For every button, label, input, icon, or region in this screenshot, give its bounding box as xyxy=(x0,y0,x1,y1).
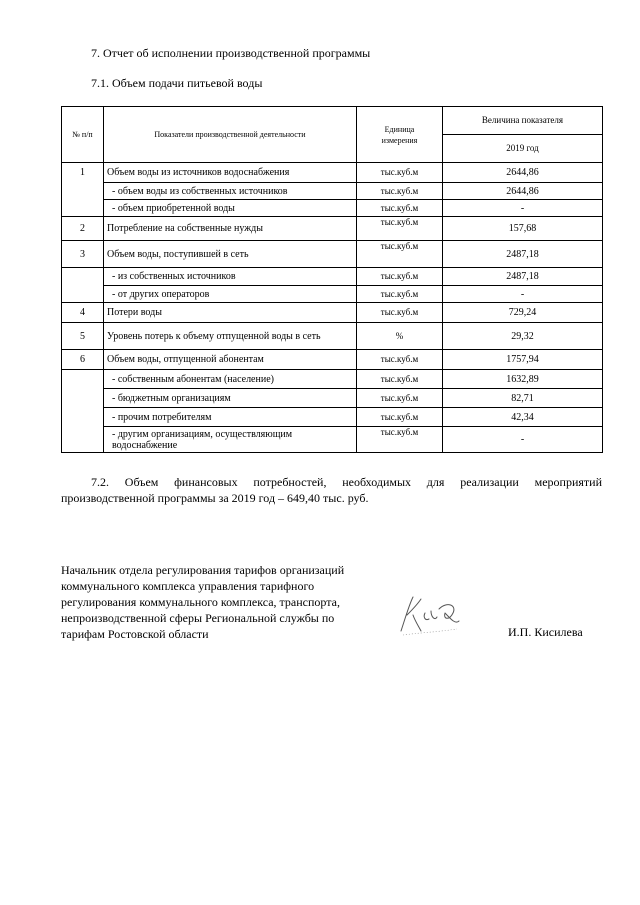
row-unit: тыс.куб.м xyxy=(357,370,443,389)
row-num: 3 xyxy=(62,241,104,268)
signatory-position xyxy=(61,562,381,642)
row-value: 2487,18 xyxy=(443,241,603,268)
table-row xyxy=(62,350,603,370)
row-name: - собственным абонентам (население) xyxy=(104,370,357,389)
row-value: 2644,86 xyxy=(443,163,603,183)
header-num: № п/п xyxy=(62,107,104,163)
row-num: 5 xyxy=(62,323,104,350)
row-unit: тыс.куб.м xyxy=(357,350,443,370)
header-unit xyxy=(357,107,443,163)
row-unit: тыс.куб.м xyxy=(357,389,443,408)
row-name: Объем воды из источников водоснабжения xyxy=(104,163,357,183)
table-row xyxy=(62,163,603,183)
row-num: 6 xyxy=(62,350,104,370)
row-unit: тыс.куб.м xyxy=(357,241,443,268)
section-heading: 7. Отчет об исполнении производственной программы xyxy=(91,46,371,60)
row-name: Потери воды xyxy=(104,303,357,323)
row-name: Потребление на собственные нужды xyxy=(104,217,357,241)
row-value: - xyxy=(443,286,603,303)
row-value: 29,32 xyxy=(443,323,603,350)
row-unit: тыс.куб.м xyxy=(357,200,443,217)
row-num-empty xyxy=(62,370,104,453)
row-name: - из собственных источников xyxy=(104,268,357,286)
row-value: - xyxy=(443,427,603,453)
row-value: - xyxy=(443,200,603,217)
row-unit: тыс.куб.м xyxy=(357,408,443,427)
row-value: 42,34 xyxy=(443,408,603,427)
production-program-table xyxy=(61,106,603,453)
row-unit: тыс.куб.м xyxy=(357,163,443,183)
row-name: Уровень потерь к объему отпущенной воды в сеть xyxy=(104,323,357,350)
row-unit: тыс.куб.м xyxy=(357,427,443,453)
row-name: - другим организациям, осуществляющим водоснабжение xyxy=(104,427,357,453)
row-name: - от других операторов xyxy=(104,286,357,303)
row-value: 82,71 xyxy=(443,389,603,408)
signatory-line5: тарифам Ростовской области xyxy=(61,627,209,641)
row-value: 1632,89 xyxy=(443,370,603,389)
paragraph-line2: производственной программы за 2019 год – 649,40 тыс. руб. xyxy=(61,491,369,505)
signatory-line2: коммунального комплекса управления тарифного xyxy=(61,579,315,593)
table-row xyxy=(62,241,603,268)
row-value: 2644,86 xyxy=(443,183,603,200)
signer-name: И.П. Кисилева xyxy=(508,625,583,639)
row-unit: % xyxy=(357,323,443,350)
table-row xyxy=(62,303,603,323)
row-num-empty xyxy=(62,268,104,303)
row-name: Объем воды, поступившей в сеть xyxy=(104,241,357,268)
row-value: 1757,94 xyxy=(443,350,603,370)
row-name: - прочим потребителям xyxy=(104,408,357,427)
table-row xyxy=(62,389,603,408)
row-num: 4 xyxy=(62,303,104,323)
row-unit: тыс.куб.м xyxy=(357,183,443,200)
subsection-heading: 7.1. Объем подачи питьевой воды xyxy=(91,76,263,90)
row-value: 157,68 xyxy=(443,217,603,241)
table-row xyxy=(62,408,603,427)
paragraph-line1: 7.2. Объем финансовых потребностей, необходимых для реализации мероприятий xyxy=(91,475,602,489)
table-row xyxy=(62,200,603,217)
row-value: 2487,18 xyxy=(443,268,603,286)
row-name: - объем приобретенной воды xyxy=(104,200,357,217)
row-unit: тыс.куб.м xyxy=(357,286,443,303)
table-row xyxy=(62,286,603,303)
header-unit-line2: измерения xyxy=(381,135,418,145)
header-value: Величина показателя xyxy=(443,107,603,135)
financial-paragraph xyxy=(61,474,602,506)
signatory-line3: регулирования коммунального комплекса, транспорта, xyxy=(61,595,340,609)
signatory-line4: непроизводственной сферы Региональной службы по xyxy=(61,611,335,625)
signatory-line1: Начальник отдела регулирования тарифов организаций xyxy=(61,563,345,577)
table-row xyxy=(62,217,603,241)
table-row xyxy=(62,183,603,200)
row-name: Объем воды, отпущенной абонентам xyxy=(104,350,357,370)
row-name: - объем воды из собственных источников xyxy=(104,183,357,200)
row-num: 1 xyxy=(62,163,104,217)
header-unit-line1: Единица xyxy=(384,124,415,134)
row-unit: тыс.куб.м xyxy=(357,268,443,286)
header-year: 2019 год xyxy=(443,135,603,163)
table-row xyxy=(62,323,603,350)
row-value: 729,24 xyxy=(443,303,603,323)
row-unit: тыс.куб.м xyxy=(357,303,443,323)
header-indicator: Показатели производственной деятельности xyxy=(104,107,357,163)
row-name: - бюджетным организациям xyxy=(104,389,357,408)
row-num: 2 xyxy=(62,217,104,241)
handwritten-signature xyxy=(397,591,467,639)
table-row xyxy=(62,268,603,286)
table-row xyxy=(62,427,603,453)
table-row xyxy=(62,370,603,389)
row-unit: тыс.куб.м xyxy=(357,217,443,241)
